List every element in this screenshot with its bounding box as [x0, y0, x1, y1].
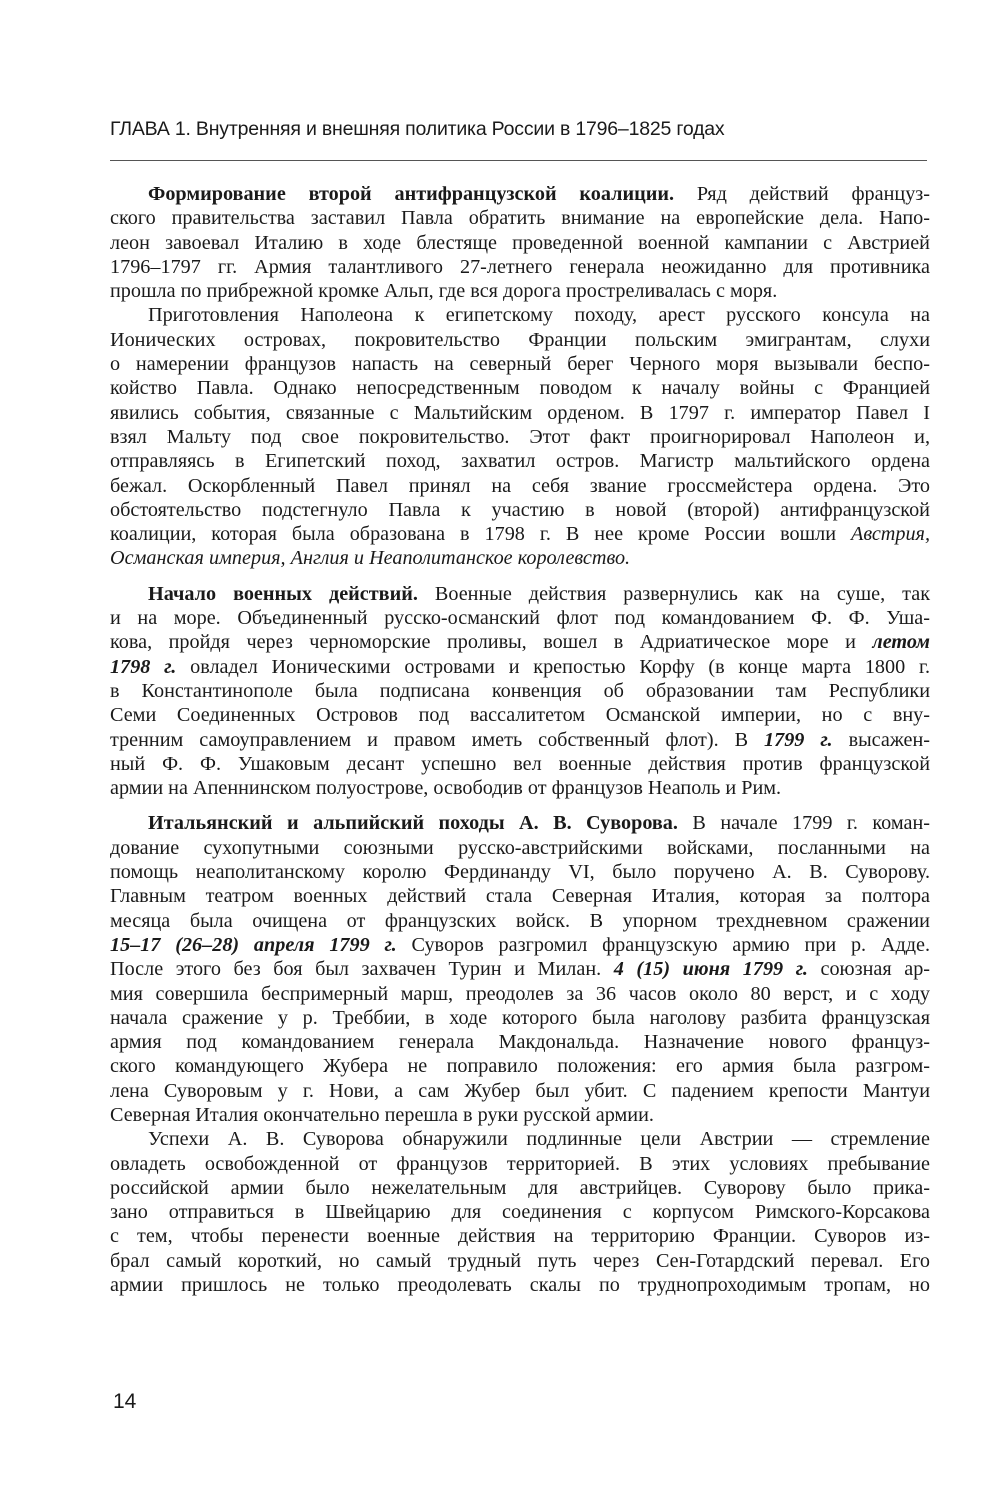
text-line	[110, 933, 930, 957]
page-body	[110, 182, 930, 1297]
text-line	[110, 1127, 930, 1151]
text-line	[110, 498, 930, 522]
text-line	[110, 860, 930, 884]
text-line	[110, 811, 930, 835]
text-run: союзная ар-	[807, 958, 931, 981]
text-run: зано отправиться в Швейцарию для соединения с корпусом Римского-Корсакова	[110, 1201, 930, 1224]
text-run: ского правительства заставил Павла обратить внимание на европейские дела. Напо-	[110, 207, 930, 230]
text-line	[110, 1273, 930, 1297]
text-run: российской армии было нежелательным для австрийцев. Суворову было прика-	[110, 1176, 930, 1199]
text-run: ского командующего Жубера не поправило положения: его армия была разгром-	[110, 1055, 930, 1078]
paragraph	[110, 1127, 930, 1297]
text-line	[110, 1249, 930, 1273]
text-run: высажен-	[832, 728, 930, 751]
text-line	[110, 982, 930, 1006]
text-line	[110, 206, 930, 230]
text-line	[110, 582, 930, 606]
text-line	[110, 182, 930, 206]
text-line	[110, 1030, 930, 1054]
text-run: дование сухопутными союзными русско-австрийскими войсками, посланными на	[110, 836, 930, 859]
text-run: ный Ф. Ф. Ушаковым десант успешно вел военные действия против французской	[110, 752, 930, 775]
text-line	[110, 630, 930, 654]
emphasis-text: 1798 г.	[110, 655, 177, 678]
text-run: тренним самоуправлением и правом иметь собственный флот). В	[110, 728, 765, 751]
text-run: брал самый короткий, но самый трудный путь через Сен-Готардский перевал. Его	[110, 1249, 930, 1272]
text-line	[110, 679, 930, 703]
text-run: овладел Ионическими островами и крепостью Корфу (в конце марта 1800 г.	[176, 655, 930, 678]
text-line	[110, 231, 930, 255]
chapter-title: ГЛАВА 1. Внутренняя и внешняя политика России в 1796–1825 годах	[110, 118, 725, 140]
text-line	[110, 836, 930, 860]
text-run: армии пришлось не только преодолевать скалы по труднопроходимым тропам, но	[110, 1274, 930, 1297]
text-run: армии на Апеннинском полуострове, освободив от французов Неаполь и Рим.	[110, 777, 782, 800]
text-run: о намерении французов напасть на северный берег Черного моря вызывали беспо-	[110, 353, 930, 376]
text-line	[110, 546, 930, 570]
text-line	[110, 1079, 930, 1103]
text-line	[110, 352, 930, 376]
emphasis-text: 1799 г.	[764, 728, 833, 751]
emphasis-text: летом	[872, 631, 930, 654]
text-line	[110, 474, 930, 498]
text-line	[110, 703, 930, 727]
text-run: После этого без боя был захвачен Турин и Милан.	[110, 958, 614, 981]
text-line	[110, 279, 930, 303]
text-run: явились события, связанные с Мальтийским орденом. В 1797 г. император Павел I	[110, 401, 930, 424]
text-run: Главным театром военных действий стала Северная Италия, которая за полтора	[110, 885, 930, 908]
text-run: овладеть освобожденной от французов территорией. В этих условиях пребывание	[110, 1152, 930, 1175]
text-run: Северная Италия окончательно перешла в руки русской армии.	[110, 1103, 654, 1126]
text-run: и на море. Объединенный русско-османский флот под командованием Ф. Ф. Уша-	[110, 607, 930, 630]
text-line	[110, 957, 930, 981]
text-run: койство Павла. Однако непосредственным поводом к началу войны с Францией	[110, 377, 930, 400]
text-run: Семи Соединенных Островов под вассалитетом Османской империи, но с вну-	[110, 704, 930, 727]
emphasis-text: Австрия,	[851, 523, 930, 546]
paragraph	[110, 811, 930, 1127]
text-line	[110, 1224, 930, 1248]
text-run: обстоятельство подстегнуло Павла к участию в новой (второй) антифранцузской	[110, 498, 930, 521]
text-line	[110, 606, 930, 630]
text-run: начала сражение у р. Треббии, в ходе которого была наголову разбита французская	[110, 1006, 930, 1029]
page-number: 14	[113, 1390, 137, 1413]
running-header	[110, 114, 930, 158]
text-line	[110, 728, 930, 752]
text-line	[110, 1152, 930, 1176]
text-run: коалиции, которая была образована в 1798 г. В нее кроме России вошли	[110, 523, 851, 546]
text-run: Ионических островах, покровительство Франции польским эмигрантам, слухи	[110, 328, 930, 351]
text-run: в Константинополе была подписана конвенция об образовании там Республики	[110, 679, 930, 702]
paragraph-heading: Итальянский и альпийский походы А. В. Суворова.	[148, 812, 678, 835]
text-line	[110, 425, 930, 449]
paragraph	[110, 582, 930, 801]
text-line	[110, 1176, 930, 1200]
text-run: Ряд действий француз-	[674, 183, 930, 205]
text-run: Приготовления Наполеона к египетскому походу, арест русского консула на	[148, 304, 930, 327]
text-line	[110, 909, 930, 933]
text-line	[110, 1006, 930, 1030]
text-line	[110, 1054, 930, 1078]
text-run: армия под командованием генерала Макдональда. Назначение нового француз-	[110, 1031, 930, 1054]
text-run: В начале 1799 г. коман-	[677, 812, 930, 835]
text-line	[110, 328, 930, 352]
text-run: леон завоевал Италию в ходе блестяще проведенной военной кампании с Австрией	[110, 231, 930, 254]
text-run: Суворов разгромил французскую армию при р. Адде.	[396, 933, 930, 956]
text-run: бежал. Оскорбленный Павел принял на себя звание гроссмейстера ордена. Это	[110, 474, 930, 497]
paragraph-heading: Начало военных действий.	[148, 582, 418, 605]
emphasis-text: 4 (15) июня 1799 г.	[613, 958, 808, 981]
text-line	[110, 776, 930, 800]
text-line	[110, 376, 930, 400]
text-run: 1796–1797 гг. Армия талантливого 27-летнего генерала неожиданно для противника	[110, 255, 930, 278]
header-divider	[110, 160, 927, 161]
text-line	[110, 884, 930, 908]
text-run: месяца была очищена от французских войск. В упорном трехдневном сражении	[110, 909, 930, 932]
text-run: прошла по прибрежной кромке Альп, где вся дорога простреливалась с моря.	[110, 280, 778, 303]
text-line	[110, 1103, 930, 1127]
emphasis-text: Османская империя, Англия и Неаполитанское королевство.	[110, 547, 631, 570]
text-line	[110, 303, 930, 327]
emphasis-text: 15–17 (26–28) апреля 1799 г.	[110, 933, 397, 956]
paragraph-heading: Формирование второй антифранцузской коалиции.	[148, 183, 675, 205]
text-run: Военные действия развернулись как на суше, так	[417, 582, 930, 605]
text-line	[110, 655, 930, 679]
paragraph	[110, 182, 930, 303]
text-line	[110, 1200, 930, 1224]
text-run: лена Суворовым у г. Нови, а сам Жубер был убит. С падением крепости Мантуи	[110, 1079, 930, 1102]
text-run: помощь неаполитанскому королю Фердинанду VI, было поручено А. В. Суворову.	[110, 861, 930, 884]
text-line	[110, 401, 930, 425]
text-line	[110, 522, 930, 546]
text-run: мия совершила беспримерный марш, преодолев за 36 часов около 80 верст, и с ходу	[110, 982, 930, 1005]
text-line	[110, 255, 930, 279]
text-line	[110, 752, 930, 776]
paragraph	[110, 303, 930, 570]
text-line	[110, 449, 930, 473]
text-run: с тем, чтобы перенести военные действия на территорию Франции. Суворов из-	[110, 1225, 930, 1248]
text-run: взял Мальту под свое покровительство. Этот факт проигнорировал Наполеон и,	[110, 425, 930, 448]
text-run: Успехи А. В. Суворова обнаружили подлинные цели Австрии — стремление	[148, 1128, 930, 1151]
text-run: кова, пройдя через черноморские проливы, вошел в Адриатическое море и	[110, 631, 873, 654]
text-run: отправляясь в Египетский поход, захватил остров. Магистр мальтийского ордена	[110, 450, 930, 473]
